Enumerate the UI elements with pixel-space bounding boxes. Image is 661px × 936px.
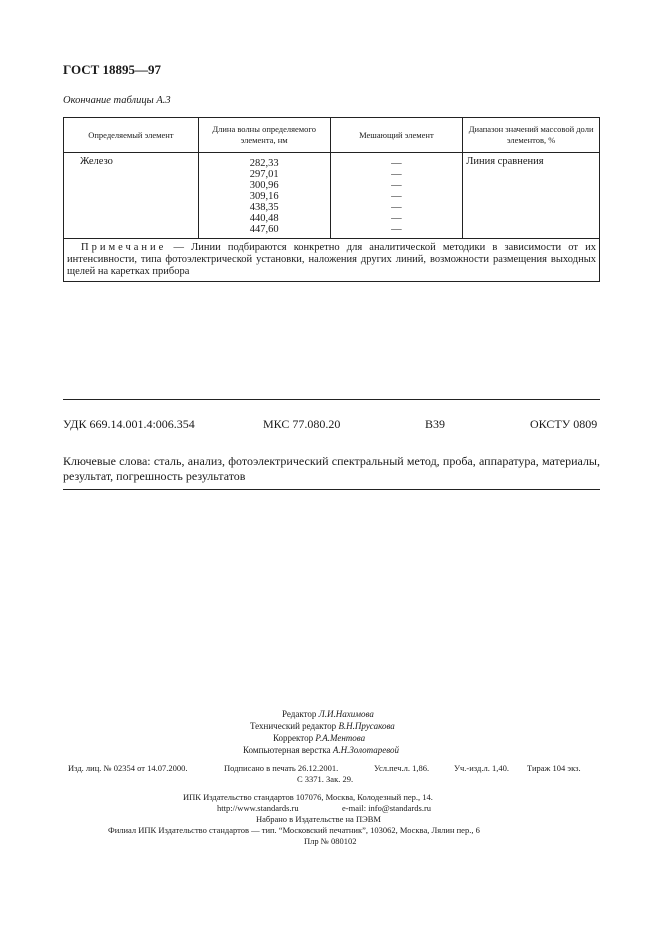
table-row xyxy=(64,153,600,239)
wavelength-value: 440,48 xyxy=(249,213,279,224)
signed-date: Подписано в печать 26.12.2001. xyxy=(224,763,339,773)
column-header: Диапазон значений массовой доли элементов, % xyxy=(463,118,600,153)
typeset-info: Набрано в Издательстве на ПЭВМ xyxy=(256,814,381,824)
divider xyxy=(63,399,600,400)
editor-label: Редактор xyxy=(282,709,317,719)
editor-line xyxy=(282,708,374,720)
license: Изд. лиц. № 02354 от 14.07.2000. xyxy=(68,763,188,773)
note-label: Примечание xyxy=(81,242,167,253)
interfering-value: — xyxy=(391,213,402,224)
wavelength-value: 447,60 xyxy=(249,224,279,235)
wavelength-value: 297,01 xyxy=(249,169,279,180)
layout-line xyxy=(243,744,399,756)
interfering-value: — xyxy=(391,169,402,180)
plr-number: Плр № 080102 xyxy=(304,836,357,846)
email: e-mail: info@standards.ru xyxy=(342,803,432,813)
corrector-line xyxy=(273,732,365,744)
editor-name: Л.И.Нахимова xyxy=(318,709,374,719)
column-header: Длина волны определяемого элемента, нм xyxy=(198,118,330,153)
print-sheets: Усл.печ.л. 1,86. xyxy=(374,763,430,773)
tech-editor-line xyxy=(250,720,395,732)
tech-editor-label: Технический редактор xyxy=(250,721,337,731)
mks-code: МКС 77.080.20 xyxy=(263,417,341,431)
table-note xyxy=(64,239,600,282)
wavelength-value: 282,33 xyxy=(249,158,279,169)
wavelength-value: 438,35 xyxy=(249,202,279,213)
publisher: ИПК Издательство стандартов 107076, Москва, Колодезный пер., 14. xyxy=(183,792,433,802)
column-header: Мешающий элемент xyxy=(330,118,463,153)
layout-label: Компьютерная верстка xyxy=(243,745,331,755)
corrector-name: Р.А.Ментова xyxy=(315,733,366,743)
data-table xyxy=(63,117,600,282)
pub-sheets: Уч.-изд.л. 1,40. xyxy=(454,763,509,773)
keywords: Ключевые слова: сталь, анализ, фотоэлектрический спектральный метод, проба, аппаратура, материалы, результат, погрешность результатов xyxy=(63,454,600,483)
print-run: Тираж 104 экз. xyxy=(527,763,581,773)
interfering-value: — xyxy=(391,191,402,202)
element-cell: Железо xyxy=(64,153,199,239)
table-caption: Окончание таблицы А.3 xyxy=(63,95,171,106)
interfering-value: — xyxy=(391,180,402,191)
document-code: ГОСТ 18895—97 xyxy=(63,62,162,77)
wavelength-value: 300,96 xyxy=(249,180,279,191)
wavelength-value: 309,16 xyxy=(249,191,279,202)
tech-editor-name: В.Н.Прусакова xyxy=(338,721,395,731)
table-note-row xyxy=(64,239,600,282)
interfering-value: — xyxy=(391,158,402,169)
range-cell: Линия сравнения xyxy=(463,153,600,239)
okstu-code: ОКСТУ 0809 xyxy=(530,417,598,431)
website: http://www.standards.ru xyxy=(217,803,299,813)
divider xyxy=(63,489,600,490)
column-header: Определяемый элемент xyxy=(64,118,199,153)
udk-code: УДК 669.14.001.4:006.354 xyxy=(63,417,195,431)
branch-info: Филиал ИПК Издательство стандартов — тип. “Московский печатник”, 103062, Москва, Лялин пер., 6 xyxy=(108,825,480,835)
note-text: — Линии подбираются конкретно для аналитической методики в зависимости от их интенсивности, типа фотоэлектрической установки, наложения других линий, возможности размещения выходных щелей на каретках прибора xyxy=(67,242,596,277)
table-header-row xyxy=(64,118,600,153)
interfering-cell xyxy=(330,153,463,239)
wavelength-cell xyxy=(198,153,330,239)
interfering-value: — xyxy=(391,202,402,213)
order-info: С 3371. Зак. 29. xyxy=(297,774,354,784)
interfering-value: — xyxy=(391,224,402,235)
corrector-label: Корректор xyxy=(273,733,314,743)
layout-name: А.Н.Золотаревой xyxy=(332,745,399,755)
group-code: В39 xyxy=(425,417,446,431)
